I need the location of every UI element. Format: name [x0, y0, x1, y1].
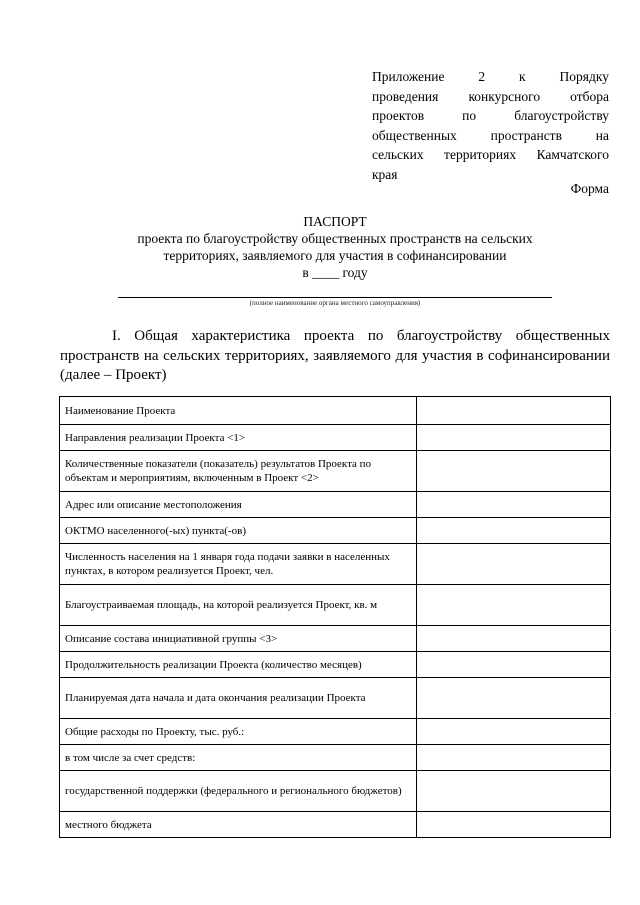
table-row — [60, 626, 611, 652]
row-label: в том числе за счет средств: — [60, 745, 417, 771]
row-label: Общие расходы по Проекту, тыс. руб.: — [60, 719, 417, 745]
row-label: Адрес или описание местоположения — [60, 492, 417, 518]
appendix-line: общественных пространств на — [372, 127, 609, 143]
row-value-cell[interactable] — [417, 678, 611, 719]
row-value-cell[interactable] — [417, 812, 611, 838]
row-value-cell[interactable] — [417, 652, 611, 678]
title-line: территориях, заявляемого для участия в софинансировании — [163, 248, 507, 263]
org-name-line — [118, 297, 552, 298]
row-label: Направления реализации Проекта <1> — [60, 425, 417, 451]
table-row — [60, 492, 611, 518]
row-value-cell[interactable] — [417, 544, 611, 585]
row-label: Описание состава инициативной группы <3> — [60, 626, 417, 652]
table-row — [60, 678, 611, 719]
table-row — [60, 745, 611, 771]
row-value-cell[interactable] — [417, 518, 611, 544]
row-value-cell[interactable] — [417, 425, 611, 451]
appendix-note — [372, 67, 609, 184]
table-row — [60, 812, 611, 838]
passport-table — [59, 396, 611, 838]
table-row — [60, 397, 611, 425]
row-value-cell[interactable] — [417, 397, 611, 425]
row-label: Благоустраиваемая площадь, на которой реализуется Проект, кв. м — [60, 585, 417, 626]
row-value-cell[interactable] — [417, 719, 611, 745]
table-row — [60, 771, 611, 812]
title-year-line: в ____ году — [302, 265, 368, 280]
row-value-cell[interactable] — [417, 771, 611, 812]
row-value-cell[interactable] — [417, 451, 611, 492]
table-row — [60, 518, 611, 544]
section-heading: I. Общая характеристика проекта по благоустройству общественных пространств на сельских территориях, заявляемого для участия в софинансировании (далее – Проект) — [60, 328, 610, 383]
form-label: Форма — [570, 181, 609, 196]
title-line: проекта по благоустройству общественных пространств на сельских — [137, 231, 533, 246]
appendix-line: сельских территориях Камчатского — [372, 147, 609, 162]
appendix-line: Приложение 2 к Порядку — [372, 69, 609, 84]
table-row — [60, 425, 611, 451]
document-title — [60, 213, 610, 281]
row-label: Продолжительность реализации Проекта (количество месяцев) — [60, 652, 417, 678]
org-name-caption: (полное наименование органа местного самоуправления) — [249, 299, 421, 307]
row-value-cell[interactable] — [417, 626, 611, 652]
row-label: Количественные показатели (показатель) результатов Проекта по объектам и мероприятиям, включенным в Проект <2> — [60, 451, 417, 492]
appendix-line: проектов по благоустройству — [372, 108, 609, 123]
table-row — [60, 585, 611, 626]
row-label: ОКТМО населенного(-ых) пункта(-ов) — [60, 518, 417, 544]
row-label: Наименование Проекта — [60, 397, 417, 425]
row-value-cell[interactable] — [417, 492, 611, 518]
row-value-cell[interactable] — [417, 745, 611, 771]
table-row — [60, 544, 611, 585]
row-label: государственной поддержки (федерального и регионального бюджетов) — [60, 771, 417, 812]
row-label: Численность населения на 1 января года подачи заявки в населенных пунктах, в котором реализуется Проект, чел. — [60, 544, 417, 585]
row-label: местного бюджета — [60, 812, 417, 838]
table-row — [60, 719, 611, 745]
table-row — [60, 451, 611, 492]
row-label: Планируемая дата начала и дата окончания реализации Проекта — [60, 678, 417, 719]
table-row — [60, 652, 611, 678]
title-main: ПАСПОРТ — [303, 214, 367, 229]
row-value-cell[interactable] — [417, 585, 611, 626]
appendix-line: проведения конкурсного отбора — [372, 88, 609, 104]
appendix-line: края — [372, 166, 398, 182]
